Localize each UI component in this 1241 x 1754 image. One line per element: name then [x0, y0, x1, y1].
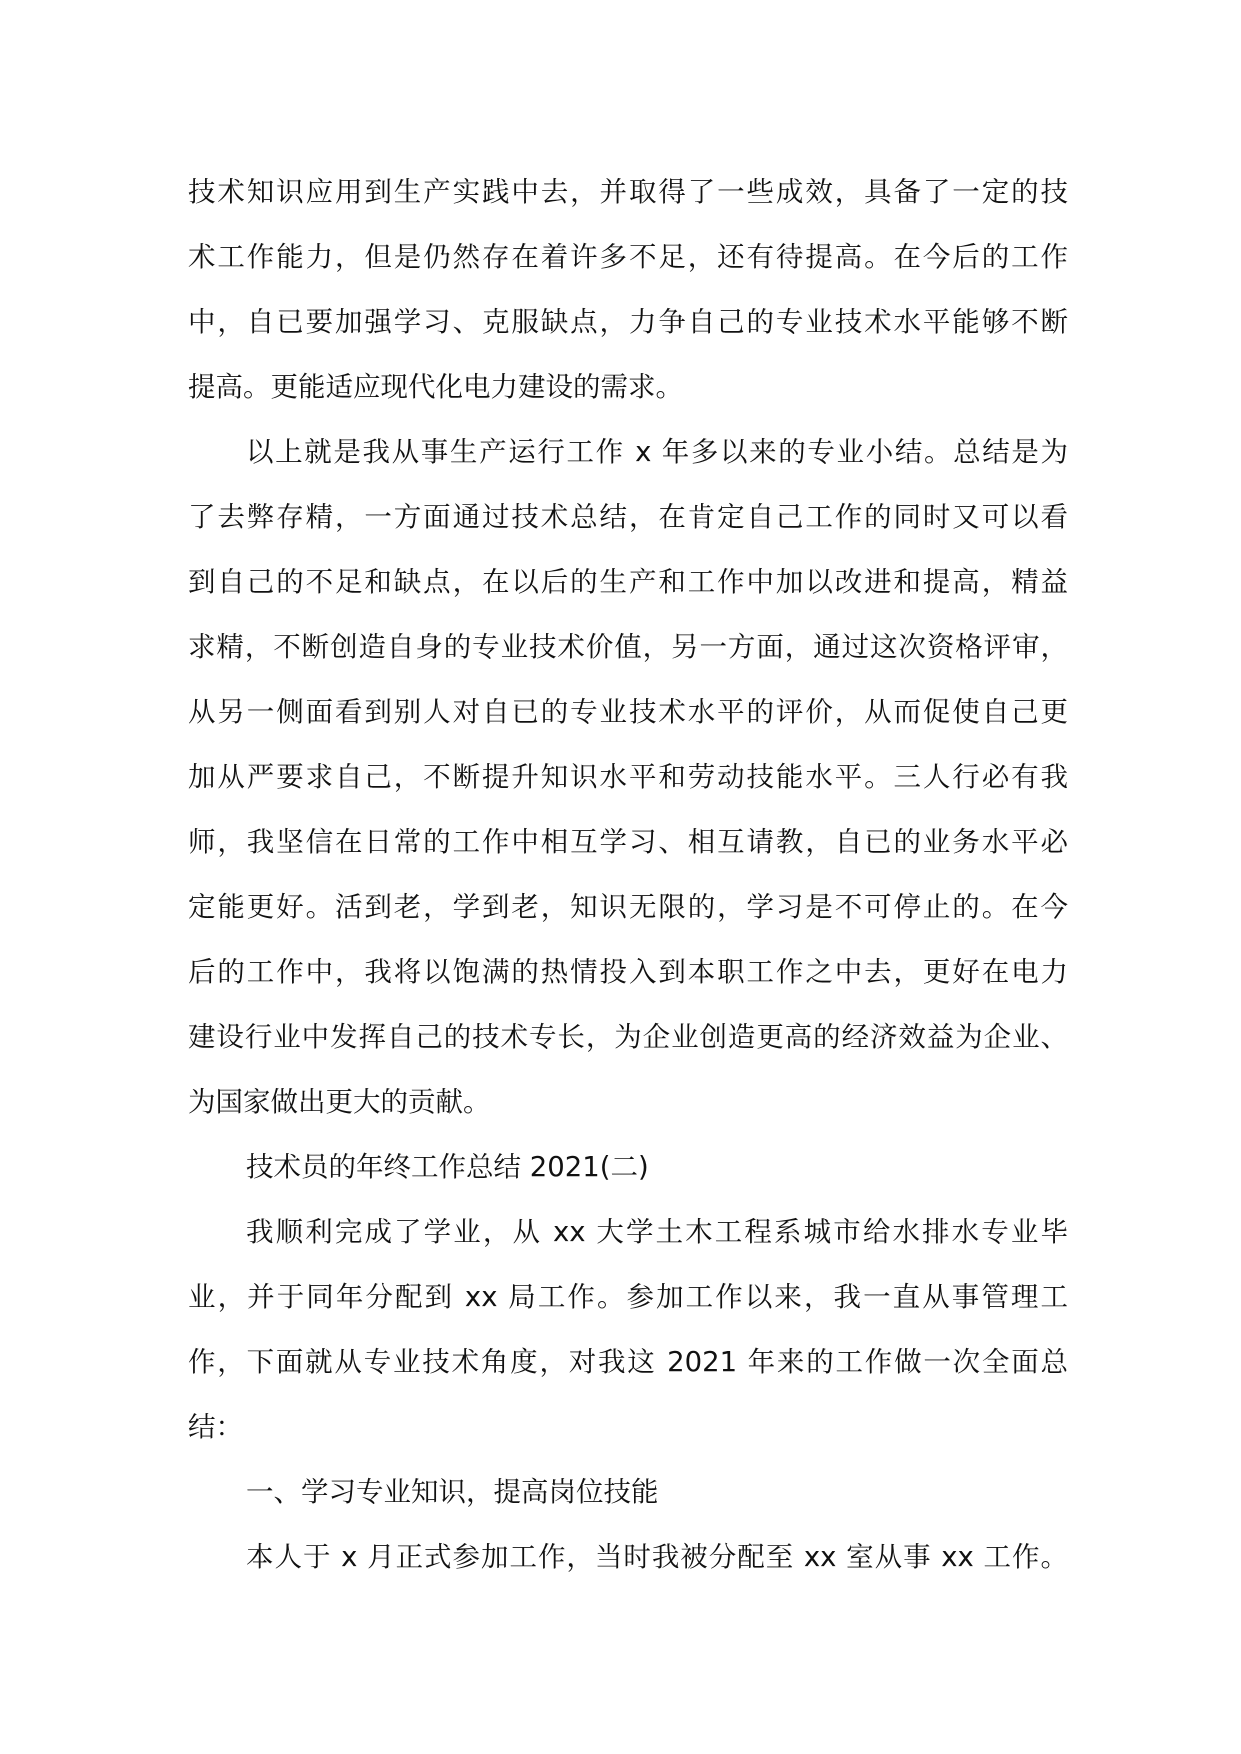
text-line: 建设行业中发挥自己的技术专长，为企业创造更高的经济效益为企业、	[188, 1021, 1068, 1053]
text-line: 术工作能力，但是仍然存在着许多不足，还有待提高。在今后的工作	[188, 241, 1068, 273]
text-line: 结：	[188, 1411, 243, 1443]
text-line: 中，自已要加强学习、克服缺点，力争自己的专业技术水平能够不断	[188, 306, 1068, 338]
text-line: 技术知识应用到生产实践中去，并取得了一些成效，具备了一定的技	[188, 176, 1068, 208]
text-line: 定能更好。活到老，学到老，知识无限的，学习是不可停止的。在今	[188, 891, 1068, 923]
text-line: 到自己的不足和缺点，在以后的生产和工作中加以改进和提高，精益	[188, 566, 1068, 598]
text-line: 师，我坚信在日常的工作中相互学习、相互请教，自已的业务水平必	[188, 826, 1068, 858]
text-line: 为国家做出更大的贡献。	[188, 1086, 491, 1118]
text-line: 业，并于同年分配到 xx 局工作。参加工作以来，我一直从事管理工	[188, 1281, 1068, 1313]
document-body	[188, 160, 1068, 1590]
paragraph-first-line: 以上就是我从事生产运行工作 x 年多以来的专业小结。总结是为	[246, 436, 1068, 468]
text-line: 加从严要求自己，不断提升知识水平和劳动技能水平。三人行必有我	[188, 761, 1068, 793]
text-line: 求精，不断创造自身的专业技术价值，另一方面，通过这次资格评审，	[188, 631, 1068, 663]
paragraph-first-line: 本人于 x 月正式参加工作，当时我被分配至 xx 室从事 xx 工作。	[246, 1541, 1068, 1573]
subsection-heading: 一、学习专业知识，提高岗位技能	[246, 1476, 659, 1508]
text-line: 从另一侧面看到别人对自已的专业技术水平的评价，从而促使自己更	[188, 696, 1068, 728]
text-line: 作，下面就从专业技术角度，对我这 2021 年来的工作做一次全面总	[188, 1346, 1068, 1378]
text-line: 后的工作中，我将以饱满的热情投入到本职工作之中去，更好在电力	[188, 956, 1068, 988]
paragraph-first-line: 我顺利完成了学业，从 xx 大学土木工程系城市给水排水专业毕	[246, 1216, 1068, 1248]
text-line: 提高。更能适应现代化电力建设的需求。	[188, 371, 683, 403]
text-line: 了去弊存精，一方面通过技术总结，在肯定自己工作的同时又可以看	[188, 501, 1068, 533]
section-heading: 技术员的年终工作总结 2021(二)	[246, 1151, 649, 1183]
